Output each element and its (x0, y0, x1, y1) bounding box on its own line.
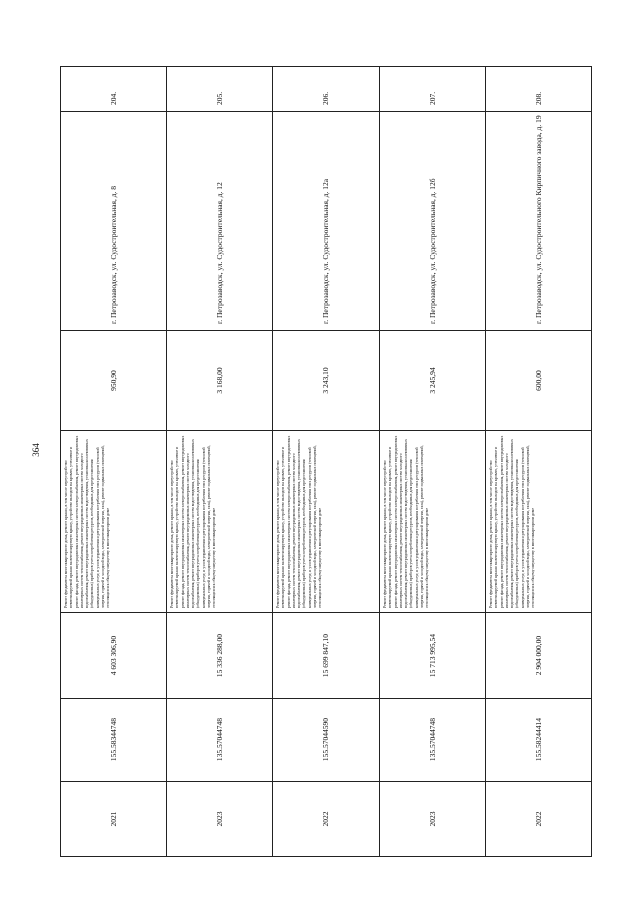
cell-year (61, 782, 166, 856)
cell-code (61, 699, 166, 781)
cell-address (273, 112, 378, 331)
cell-address (61, 112, 166, 331)
cell-number (380, 67, 485, 112)
cell-address (486, 112, 591, 331)
cell-number (273, 67, 378, 112)
row-code: 155.58244414 (533, 718, 543, 762)
row-works: Ремонт фундамента многоквартирного дома, ремонт крыши, в том числе переустройство невентилируемой крыши на вентилируемую крышу, устройство выходов на кровлю, утепление и ремонт фасада, ремонт внутридомовых инженерных систем электроснабжения, ремонт внутридомовых инженерных систем теплоснабжения, ремонт внутридомовых инженерных систем холодного водоснабжения, ремонт внутридомовых инженерных систем водоотведения, установка коллективных (общедомовых) приборов учета потребления ресурсов, необходимых для предоставления коммунальных услуг, и узлов управления и регулирования потребления этих ресурсов (тепловой энергии, горячей и холодной воды, электрической энергии, газа), ремонт подвальных помещений, относящихся к общему имуществу в многоквартирном доме (276, 435, 323, 609)
cell-number (167, 67, 272, 112)
cell-works (380, 431, 485, 613)
row-cost: 4 603 306,90 (109, 635, 118, 676)
row-number: 206. (321, 91, 331, 105)
cell-year (486, 782, 591, 856)
cell-area (380, 331, 485, 431)
row-number: 207. (427, 91, 437, 105)
row-number: 204. (109, 91, 118, 105)
row-cost: 15 336 288,00 (215, 633, 225, 677)
cell-area (273, 331, 378, 431)
table-row (486, 67, 591, 856)
cell-address (167, 112, 272, 331)
row-address: г. Петрозаводск, ул. Судостроительная, д. 8 (109, 185, 118, 324)
row-area: 3 168,00 (215, 367, 225, 394)
row-area: 3 245,94 (427, 367, 437, 394)
table-row (380, 67, 486, 856)
cell-code (167, 699, 272, 781)
cell-area (61, 331, 166, 431)
row-cost: 15 699 847,10 (321, 633, 331, 677)
cell-area (486, 331, 591, 431)
table-row (167, 67, 273, 856)
row-address: г. Петрозаводск, ул. Судостроительного Кирпичного завода, д. 19 (533, 115, 543, 324)
cell-year (380, 782, 485, 856)
cell-address (380, 112, 485, 331)
row-address: г. Петрозаводск, ул. Судостроительная, д. 12 (215, 181, 225, 324)
row-area: 600,00 (533, 370, 543, 391)
cell-works (61, 431, 166, 613)
cell-cost (486, 613, 591, 699)
row-works: Ремонт фундамента многоквартирного дома, ремонт крыши, в том числе переустройство невентилируемой крыши на вентилируемую крышу, устройство выходов на кровлю, утепление и ремонт фасада, ремонт внутридомовых инженерных систем электроснабжения, ремонт внутридомовых инженерных систем теплоснабжения, ремонт внутридомовых инженерных систем холодного водоснабжения, ремонт внутридомовых инженерных систем водоотведения, установка коллективных (общедомовых) приборов учета потребления ресурсов, необходимых для предоставления коммунальных услуг, и узлов управления и регулирования потребления этих ресурсов (тепловой энергии, горячей и холодной воды, электрической энергии, газа), ремонт подвальных помещений, относящихся к общему имуществу в многоквартирном доме (382, 435, 429, 609)
row-address: г. Петрозаводск, ул. Судостроительная, д. 12а (321, 178, 331, 324)
cell-year (167, 782, 272, 856)
cell-cost (61, 613, 166, 699)
row-code: 135.57044748 (215, 718, 225, 762)
row-number: 208. (533, 91, 543, 105)
cell-number (486, 67, 591, 112)
row-address: г. Петрозаводск, ул. Судостроительная, д. 12б (427, 178, 437, 324)
row-code: 155.57044590 (321, 718, 331, 762)
cell-number (61, 67, 166, 112)
cell-code (273, 699, 378, 781)
cell-works (167, 431, 272, 613)
cell-cost (380, 613, 485, 699)
page-number (26, 430, 46, 470)
row-works: Ремонт фундамента многоквартирного дома, ремонт крыши, в том числе переустройство невентилируемой крыши на вентилируемую крышу, устройство выходов на кровлю, утепление и ремонт фасада, ремонт внутридомовых инженерных систем электроснабжения, ремонт внутридомовых инженерных систем теплоснабжения, ремонт внутридомовых инженерных систем холодного водоснабжения, ремонт внутридомовых инженерных систем водоотведения, установка коллективных (общедомовых) приборов учета потребления ресурсов, необходимых для предоставления коммунальных услуг, и узлов управления и регулирования потребления этих ресурсов (тепловой энергии, горячей и холодной воды, электрической энергии, газа), ремонт подвальных помещений, относящихся к общему имуществу в многоквартирном доме (170, 435, 217, 609)
row-works: Ремонт фундамента многоквартирного дома, ремонт крыши, в том числе переустройство невентилируемой крыши на вентилируемую крышу, устройство выходов на кровлю, утепление и ремонт фасада, ремонт внутридомовых инженерных систем электроснабжения, ремонт внутридомовых инженерных систем теплоснабжения, ремонт внутридомовых инженерных систем холодного водоснабжения, ремонт внутридомовых инженерных систем водоотведения, установка коллективных (общедомовых) приборов учета потребления ресурсов, необходимых для предоставления коммунальных услуг, и узлов управления и регулирования потребления этих ресурсов (тепловой энергии, горячей и холодной воды, электрической энергии, газа), ремонт подвальных помещений, относящихся к общему имуществу в многоквартирном доме (488, 435, 536, 609)
row-area: 950,90 (109, 370, 118, 391)
row-code: 155.58344748 (109, 718, 118, 762)
row-works: Ремонт фундамента многоквартирного дома, ремонт крыши, в том числе переустройство невентилируемой крыши на вентилируемую крышу, устройство выходов на кровлю, утепление и ремонт фасада, ремонт внутридомовых инженерных систем электроснабжения, ремонт внутридомовых инженерных систем теплоснабжения, ремонт внутридомовых инженерных систем холодного водоснабжения, ремонт внутридомовых инженерных систем водоотведения, установка коллективных (общедомовых) приборов учета потребления ресурсов, необходимых для предоставления коммунальных услуг, и узлов управления и регулирования потребления этих ресурсов (тепловой энергии, горячей и холодной воды, электрической энергии, газа), ремонт подвальных помещений, относящихся к общему имуществу в многоквартирном доме (64, 435, 111, 609)
row-year: 2023 (427, 811, 437, 827)
row-year: 2023 (215, 811, 225, 827)
row-cost: 2 904 000,00 (533, 635, 543, 676)
repair-program-table (60, 66, 592, 857)
table-row (273, 67, 379, 856)
cell-works (486, 431, 591, 613)
row-code: 135.57044748 (427, 718, 437, 762)
cell-cost (167, 613, 272, 699)
cell-year (273, 782, 378, 856)
row-year: 2022 (321, 811, 331, 827)
cell-code (486, 699, 591, 781)
row-year: 2021 (109, 811, 118, 827)
cell-cost (273, 613, 378, 699)
cell-code (380, 699, 485, 781)
page-number-text: 364 (31, 443, 41, 457)
table-row (61, 67, 167, 856)
cell-area (167, 331, 272, 431)
cell-works (273, 431, 378, 613)
row-number: 205. (215, 91, 225, 105)
row-area: 3 243,10 (321, 367, 331, 394)
row-year: 2022 (533, 811, 543, 827)
row-cost: 15 713 995,54 (427, 633, 437, 677)
